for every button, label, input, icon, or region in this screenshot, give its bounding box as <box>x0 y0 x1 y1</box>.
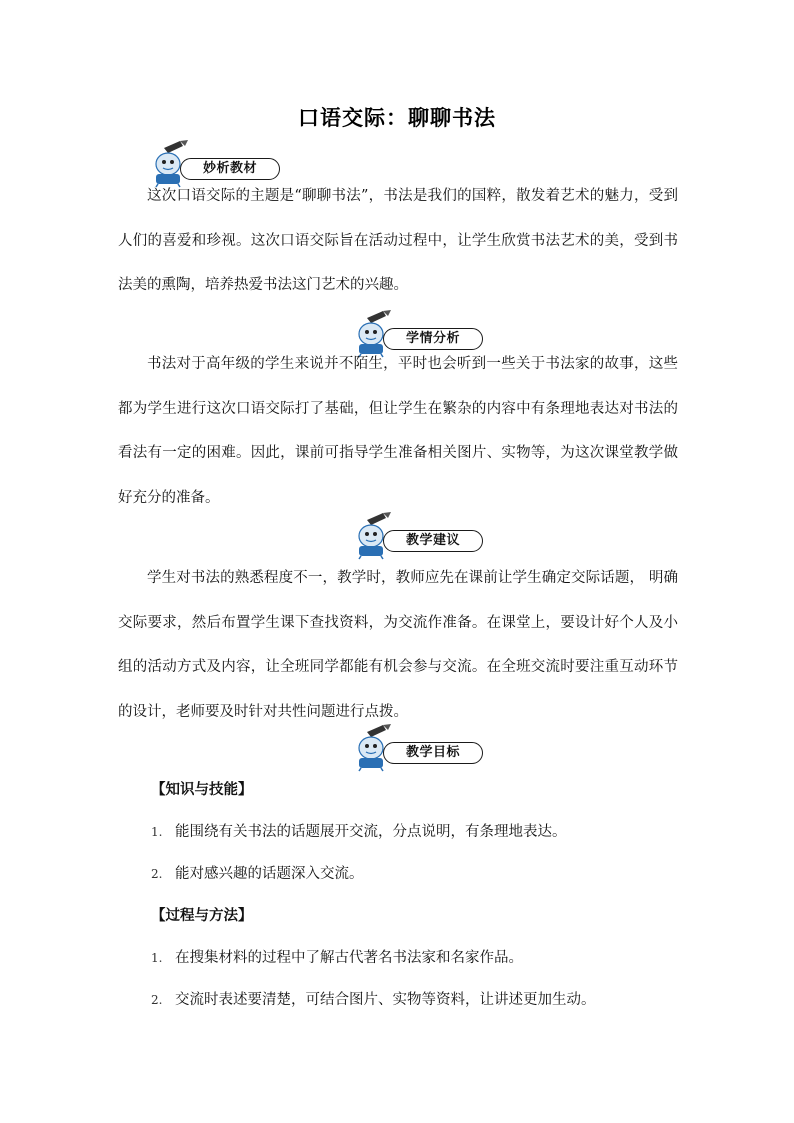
section-badge-teaching-goals <box>353 724 488 772</box>
section-paragraph-student-analysis: 书法对于高年级的学生来说并不陌生，平时也会听到一些关于书法家的故事，这些都为学生进行这次口语交际打了基础，但让学生在繁杂的内容中有条理地表达对书法的看法有一定的困难。因此，课前可指导学生准备相关图片、实物等，为这次课堂教学做好充分的准备。 <box>118 356 678 506</box>
objective-item <box>151 988 596 1009</box>
objective-item <box>151 820 567 841</box>
objective-item-number: 2. <box>151 867 163 881</box>
objective-heading-process-methods: 【过程与方法】 <box>151 908 253 924</box>
section-badge-teaching-suggestion <box>353 512 488 560</box>
objective-item-text: 能对感兴趣的话题深入交流。 <box>175 866 364 882</box>
objective-item-number: 1. <box>151 825 163 839</box>
section-paragraph-textbook: 这次口语交际的主题是“聊聊书法”，书法是我们的国粹，散发着艺术的魅力，受到人们的喜爱和珍视。这次口语交际旨在活动过程中，让学生欣赏书法艺术的美，受到书法美的熏陶，培养热爱书法这门艺术的兴趣。 <box>118 188 678 293</box>
objective-item <box>151 946 523 967</box>
section-badge-label: 教学目标 <box>383 742 483 764</box>
section-badge-label: 妙析教材 <box>180 158 280 180</box>
objective-item-text: 交流时表述要清楚，可结合图片、实物等资料，让讲述更加生动。 <box>175 992 596 1008</box>
section-paragraph-teaching-suggestion: 学生对书法的熟悉程度不一，教学时，教师应先在课前让学生确定交际话题， 明确交际要求，然后布置学生课下查找资料，为交流作准备。在课堂上，要设计好个人及小组的活动方式及内容，让全班同学都能有机会参与交流。在全班交流时要注重互动环节的设计，老师要及时针对共性问题进行点拨。 <box>118 570 678 720</box>
objective-item-text: 在搜集材料的过程中了解古代著名书法家和名家作品。 <box>175 950 523 966</box>
objective-item-text: 能围绕有关书法的话题展开交流，分点说明，有条理地表达。 <box>175 824 567 840</box>
objective-item-number: 2. <box>151 993 163 1007</box>
section-badge-label: 学情分析 <box>383 328 483 350</box>
section-badge-label: 教学建议 <box>383 530 483 552</box>
page-title: 口语交际：聊聊书法 <box>298 106 496 130</box>
objective-heading-knowledge-skills: 【知识与技能】 <box>151 782 253 798</box>
objective-item-number: 1. <box>151 951 163 965</box>
objective-item <box>151 862 364 883</box>
